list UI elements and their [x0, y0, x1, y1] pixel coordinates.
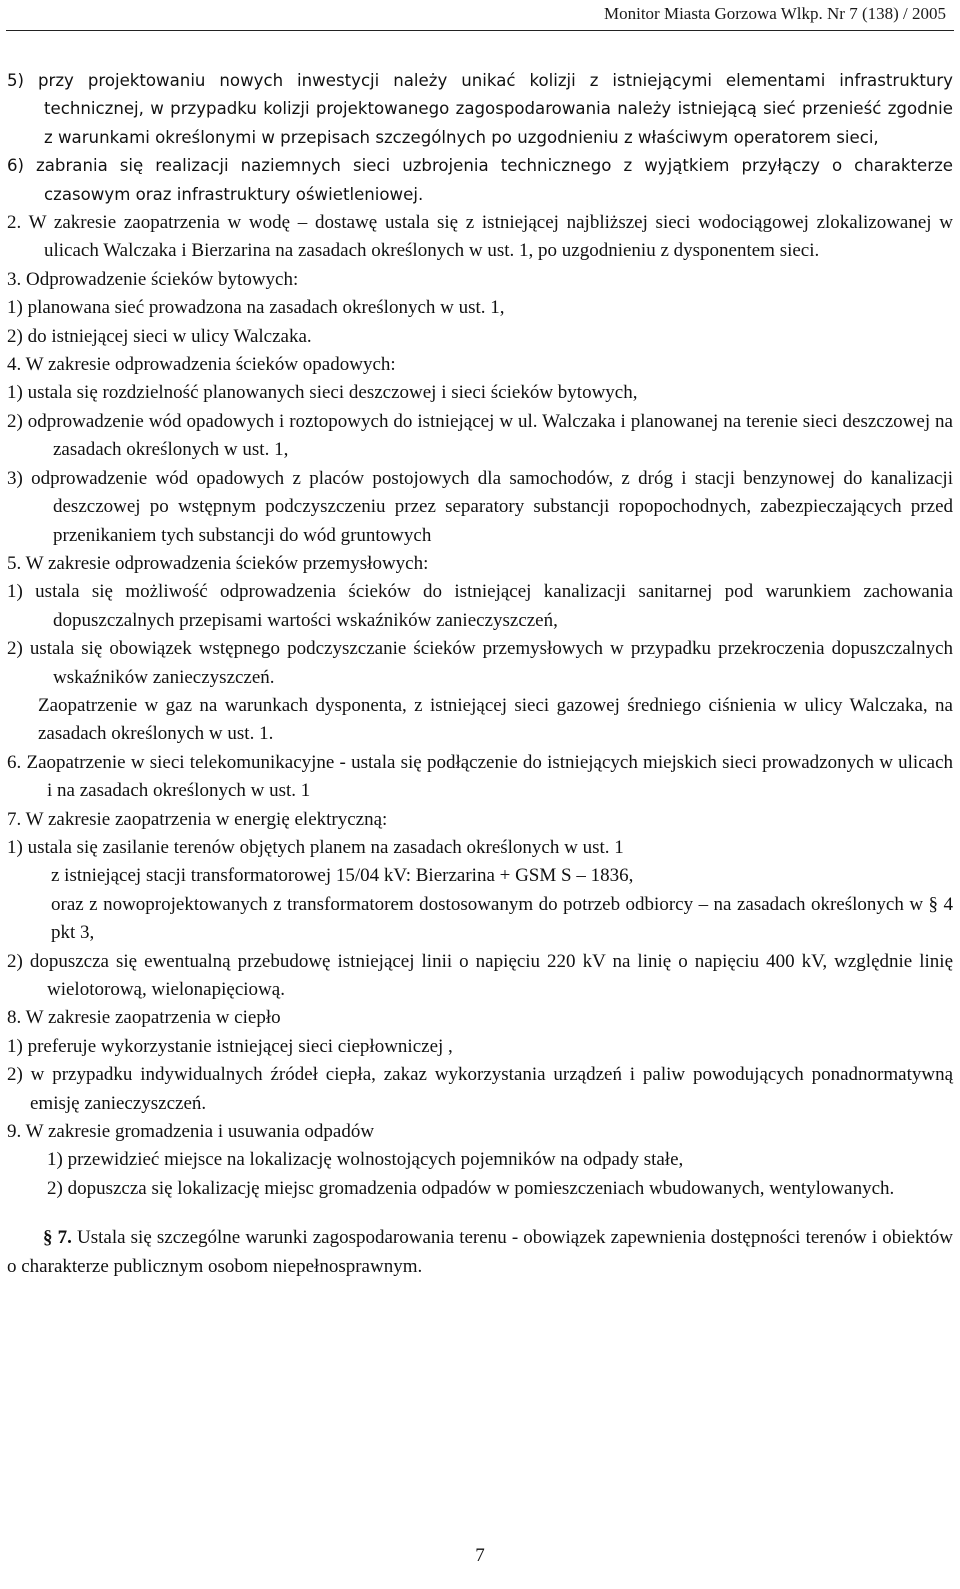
paragraph-7	[7, 1224, 953, 1281]
section-5-item-1: 1) ustala się możliwość odprowadzenia ścieków do istniejącej kanalizacji sanitarnej pod warunkiem zachowania dopuszczalnych przepisami wartości wskaźników zanieczyszczeń,	[7, 581, 953, 631]
item-5-collisions: 5) przy projektowaniu nowych inwestycji należy unikać kolizji z istniejącymi elementami infrastruktury technicznej, w przypadku kolizji projektowanego zagospodarowania należy istniejącą sieć przenieść zgodnie z warunkami określonymi w przepisach szczególnych po uzgodnieniu z właściwym operatorem sieci,	[7, 71, 953, 147]
section-9-item-1: 1) przewidzieć miejsce na lokalizację wolnostojących pojemników na odpady stałe,	[47, 1149, 684, 1171]
section-8-item-2: 2) w przypadku indywidualnych źródeł ciepła, zakaz wykorzystania urządzeń i paliw powodujących ponadnormatywną emisję zanieczyszczeń.	[7, 1064, 953, 1114]
item-6-overground-networks: 6) zabrania się realizacji naziemnych sieci uzbrojenia technicznego z wyjątkiem przyłączy o charakterze czasowym oraz infrastruktury oświetleniowej.	[7, 156, 953, 204]
section-7-item-1-new-transformers: oraz z nowoprojektowanych z transformatorem dostosowanym do potrzeb odbiorcy – na zasadach określonych w § 4 pkt 3,	[51, 893, 953, 944]
gas-supply-paragraph: Zaopatrzenie w gaz na warunkach dysponenta, z istniejącej sieci gazowej średniego ciśnienia w ulicy Walczaka, na zasadach określonych w ust. 1.	[38, 694, 953, 745]
section-4-item-1: 1) ustala się rozdzielność planowanych sieci deszczowej i sieci ścieków bytowych,	[7, 382, 638, 404]
section-8-item-1: 1) preferuje wykorzystanie istniejącej sieci ciepłowniczej ,	[7, 1035, 453, 1057]
section-7-item-1-station: z istniejącej stacji transformatorowej 15/04 kV: Bierzarina + GSM S – 1836,	[51, 865, 634, 887]
paragraph-7-mark: § 7.	[43, 1227, 72, 1249]
section-3-item-1: 1) planowana sieć prowadzona na zasadach określonych w ust. 1,	[7, 297, 505, 319]
section-8-heating: 8. W zakresie zaopatrzenia w ciepło	[7, 1007, 281, 1029]
paragraph-gap	[7, 1203, 953, 1224]
publication-header: Monitor Miasta Gorzowa Wlkp. Nr 7 (138) / 2005	[604, 4, 946, 23]
section-9-waste: 9. W zakresie gromadzenia i usuwania odpadów	[7, 1121, 375, 1143]
section-7-electricity: 7. W zakresie zaopatrzenia w energię elektryczną:	[7, 808, 388, 830]
paragraph-7-text: Ustala się szczególne warunki zagospodarowania terenu - obowiązek zapewnienia dostępności terenów i obiektów o charakterze publicznym osobom niepełnosprawnym.	[7, 1227, 953, 1277]
section-7-item-2: 2) dopuszcza się ewentualną przebudowę istniejącej linii o napięciu 220 kV na linię o napięciu 400 kV, względnie linię wielotorową, wielonapięciową.	[7, 950, 953, 1000]
section-5-item-2: 2) ustala się obowiązek wstępnego podczyszczanie ścieków przemysłowych w przypadku przekroczenia dopuszczalnych wskaźników zanieczyszczeń.	[7, 638, 953, 688]
document-body	[7, 67, 953, 1281]
section-9-item-2: 2) dopuszcza się lokalizację miejsc gromadzenia odpadów w pomieszczeniach wbudowanych, wentylowanych.	[47, 1177, 895, 1199]
section-3-household-sewage: 3. Odprowadzenie ścieków bytowych:	[7, 268, 299, 290]
section-7-item-1: 1) ustala się zasilanie terenów objętych planem na zasadach określonych w ust. 1	[7, 836, 624, 858]
section-6-telecom: 6. Zaopatrzenie w sieci telekomunikacyjne - ustala się podłączenie do istniejących miejskich sieci prowadzonych w ulicach i na zasadach określonych w ust. 1	[7, 751, 953, 802]
header-rule	[6, 30, 954, 31]
section-4-item-3: 3) odprowadzenie wód opadowych z placów postojowych dla samochodów, z dróg i stacji benzynowej do kanalizacji deszczowej po wstępnym podczyszczeniu przez separatory substancji ropopochodnych, zabezpieczających przed przenikaniem tych substancji do wód gruntowych	[7, 467, 953, 546]
section-4-stormwater: 4. W zakresie odprowadzenia ścieków opadowych:	[7, 354, 396, 376]
page-number: 7	[475, 1545, 485, 1566]
section-5-industrial-sewage: 5. W zakresie odprowadzenia ścieków przemysłowych:	[7, 552, 429, 574]
section-3-item-2: 2) do istniejącej sieci w ulicy Walczaka.	[7, 325, 312, 347]
section-2-water-supply: 2. W zakresie zaopatrzenia w wodę – dostawę ustala się z istniejącej najbliższej sieci wodociągowej zlokalizowanej w ulicach Walczaka i Bierzarina na zasadach określonych w ust. 1, po uzgodnieniu z dysponentem sieci.	[7, 212, 953, 262]
section-4-item-2: 2) odprowadzenie wód opadowych i roztopowych do istniejącej w ul. Walczaka i planowanej na terenie sieci deszczowej na zasadach określonych w ust. 1,	[7, 410, 953, 461]
